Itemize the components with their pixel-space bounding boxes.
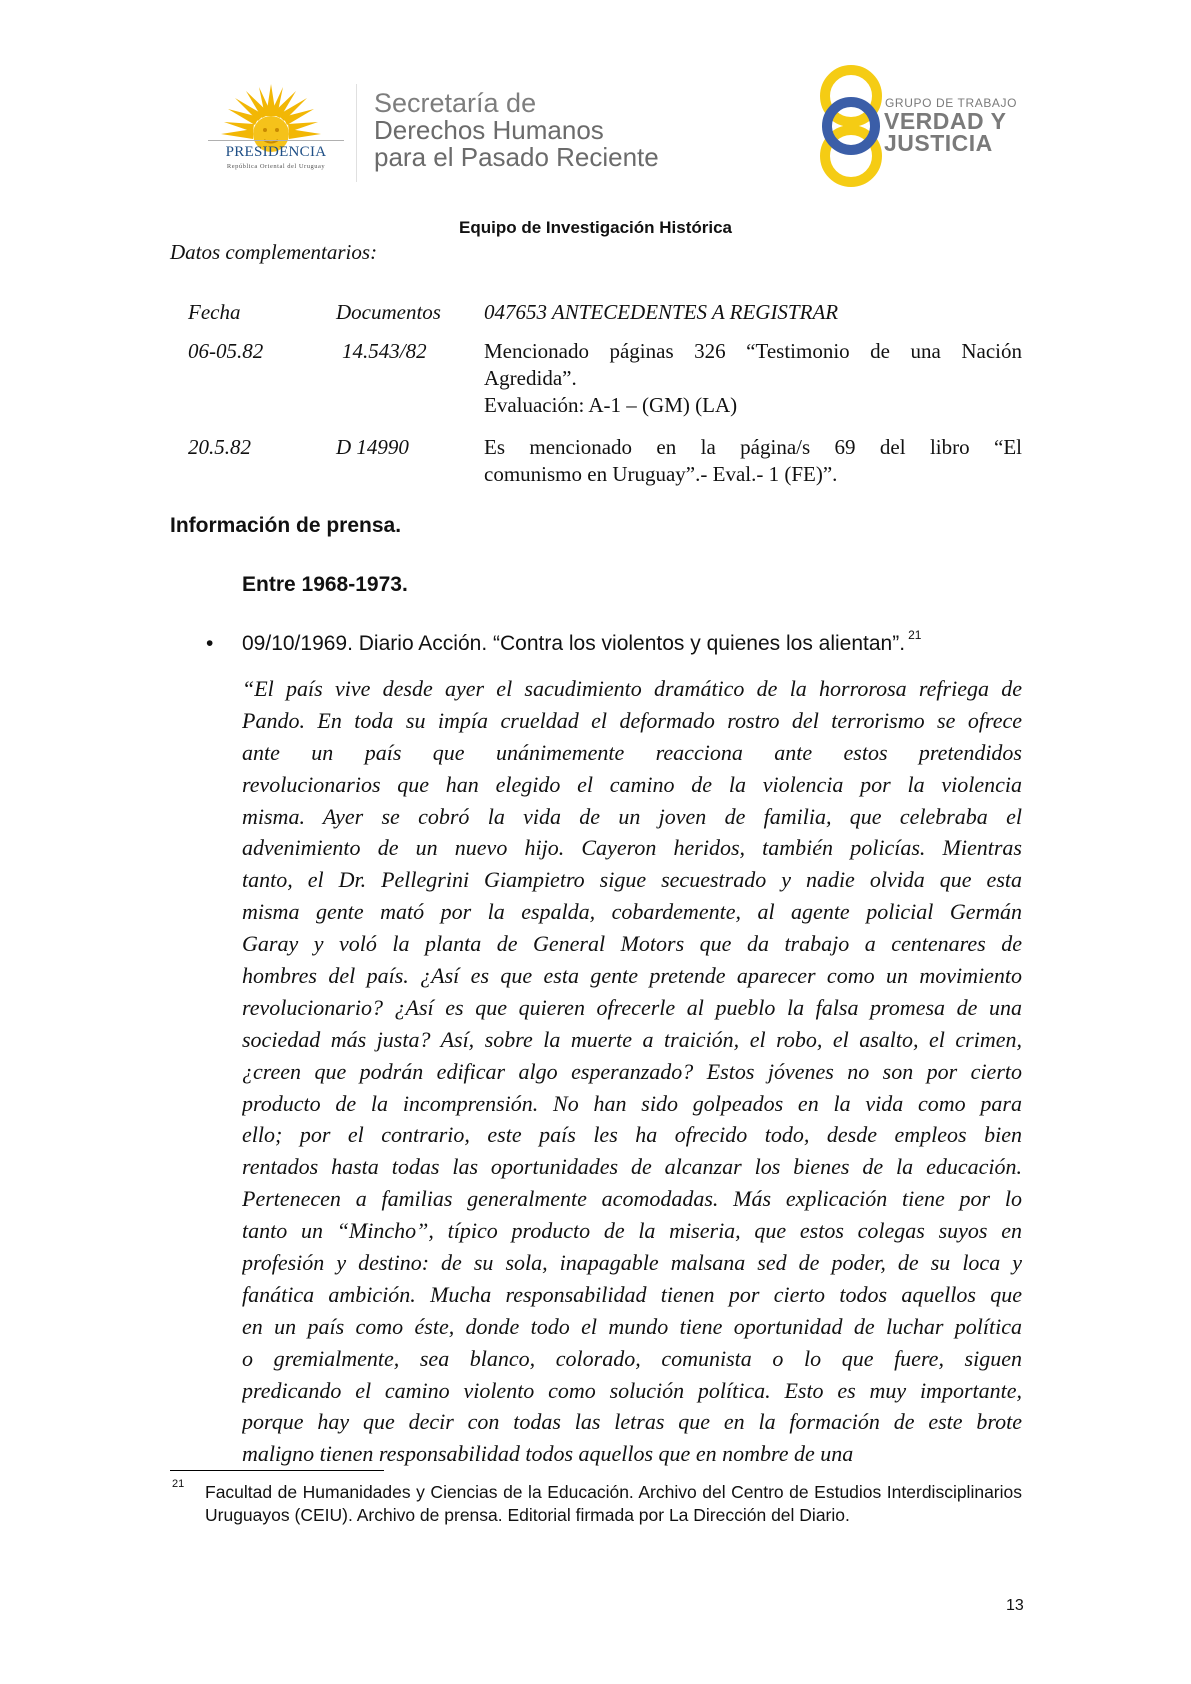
secretaria-line-2: Derechos Humanos xyxy=(374,115,604,145)
table-header-documentos: Documentos xyxy=(336,300,441,324)
quote-line: hombres del país. ¿Así es que esta gente pretende aparecer como un movimiento xyxy=(242,963,1022,989)
presidencia-rule xyxy=(208,140,344,141)
footnote-ref: 21 xyxy=(908,628,922,642)
grupo-line-1: VERDAD Y xyxy=(884,108,1007,134)
quote-line: sociedad más justa? Así, sobre la muerte a traición, el robo, el asalto, el crimen, xyxy=(242,1026,1022,1052)
info-prensa-heading: Información de prensa. xyxy=(170,514,402,537)
sun-emblem-icon xyxy=(196,78,346,198)
row-2-desc xyxy=(484,434,1022,488)
grupo-small-label: GRUPO DE TRABAJO xyxy=(885,96,1018,110)
quote-line: Pertenecen a familias generalmente acomodadas. Más explicación tiene por lo xyxy=(242,1186,1022,1212)
footnote-rule xyxy=(170,1470,384,1471)
secretaria-logo-text xyxy=(374,90,659,171)
table-header-fecha: Fecha xyxy=(188,300,241,324)
quote-line: revolucionarios que han elegido el camino de la violencia por la violencia xyxy=(242,771,1022,797)
row-2-line-2: comunismo en Uruguay”.- Eval.- 1 (FE)”. xyxy=(484,462,838,486)
bullet-marker: • xyxy=(206,632,214,655)
quote-line: en un país como éste, donde todo el mundo tiene oportunidad de luchar política xyxy=(242,1313,1022,1339)
quote-line: revolucionario? ¿Así es que quieren ofrecerle al pueblo la falsa promesa de una xyxy=(242,994,1022,1020)
team-title: Equipo de Investigación Histórica xyxy=(459,218,732,237)
period-heading: Entre 1968-1973. xyxy=(242,573,408,596)
quote-line: rentados hasta todas las oportunidades de alcanzar los bienes de la educación. xyxy=(242,1154,1022,1180)
page-number: 13 xyxy=(1006,1597,1024,1614)
quote-line: porque hay que decir con todas las letras que en la formación de este brote xyxy=(242,1409,1022,1435)
row-1-line-3: Evaluación: A-1 – (GM) (LA) xyxy=(484,393,738,417)
row-1-desc xyxy=(484,338,1022,419)
row-2-doc: D 14990 xyxy=(336,435,409,459)
row-2-line-1: Es mencionado en la página/s 69 del libro “El xyxy=(484,435,1022,459)
presidencia-label: PRESIDENCIA xyxy=(225,144,327,160)
row-2-fecha: 20.5.82 xyxy=(188,435,251,459)
quote-line: advenimiento de un nuevo hijo. Cayeron heridos, también policías. Mientras xyxy=(242,835,1022,861)
news-item-text: 09/10/1969. Diario Acción. “Contra los violentos y quienes los alientan”. xyxy=(242,632,906,655)
editorial-quote xyxy=(242,673,1022,1470)
quote-line: Garay y voló la planta de General Motors que da trabajo a centenares de xyxy=(242,931,1022,957)
table-header-antecedentes: 047653 ANTECEDENTES A REGISTRAR xyxy=(484,300,839,324)
quote-line: maligno tienen responsabilidad todos aquellos que en nombre de una xyxy=(242,1441,854,1467)
footnote-number: 21 xyxy=(172,1478,185,1490)
quote-line: fanática ambición. Mucha responsabilidad tienen por cierto todos aquellos que xyxy=(242,1281,1022,1307)
secretaria-line-1: Secretaría de xyxy=(374,88,537,118)
quote-line: profesión y destino: de su sola, inapagable malsana sed de poder, de su loca y xyxy=(242,1250,1022,1276)
grupo-big-label xyxy=(884,110,1006,154)
presidencia-sublabel: República Oriental del Uruguay xyxy=(226,163,326,170)
row-1-fecha: 06-05.82 xyxy=(188,339,264,363)
quote-line: “El país vive desde ayer el sacudimiento dramático de la horrorosa refriega de xyxy=(242,676,1022,701)
quote-line: Pando. En toda su impía crueldad el deformado rostro del terrorismo se ofrece xyxy=(242,707,1022,733)
quote-line: tanto un “Mincho”, típico producto de la miseria, que estos colegas suyos en xyxy=(242,1218,1022,1244)
row-1-doc: 14.543/82 xyxy=(342,339,427,363)
quote-line: predicando el camino violento como solución política. Esto es muy importante, xyxy=(242,1377,1022,1403)
quote-line: ¿creen que podrán edificar algo esperanzado? Estos jóvenes no son por cierto xyxy=(242,1058,1022,1084)
quote-line: ante un país que unánimemente reacciona ante estos pretendidos xyxy=(242,739,1022,765)
row-1-line-1: Mencionado páginas 326 “Testimonio de una Nación xyxy=(484,339,1022,363)
grupo-line-2: JUSTICIA xyxy=(884,130,993,156)
quote-line: producto de la incomprensión. No han sido golpeados en la vida como para xyxy=(242,1090,1022,1116)
quote-line: misma gente mató por la espalda, cobardemente, al agente policial Germán xyxy=(242,899,1022,925)
header-divider xyxy=(356,84,357,182)
secretaria-line-3: para el Pasado Reciente xyxy=(374,142,659,172)
quote-line: ello; por el contrario, este país les ha ofrecido todo, desde empleos bien xyxy=(242,1122,1022,1148)
rings-logo-icon xyxy=(806,62,896,190)
quote-line: misma. Ayer se cobró la vida de un joven de familia, que celebraba el xyxy=(242,803,1022,829)
datos-title: Datos complementarios: xyxy=(170,240,378,264)
news-item-title xyxy=(242,628,922,656)
quote-line: tanto, el Dr. Pellegrini Giampietro sigue secuestrado y nadie olvida que esta xyxy=(242,867,1022,893)
quote-line: o gremialmente, sea blanco, colorado, comunista o lo que fuere, siguen xyxy=(242,1345,1022,1371)
row-1-line-2: Agredida”. xyxy=(484,366,577,390)
footnote-text: Facultad de Humanidades y Ciencias de la Educación. Archivo del Centro de Estudios Interdisciplinarios Uruguayos (CEIU). Archivo de prensa. Editorial firmada por La Dirección del Diario. xyxy=(205,1482,1022,1525)
